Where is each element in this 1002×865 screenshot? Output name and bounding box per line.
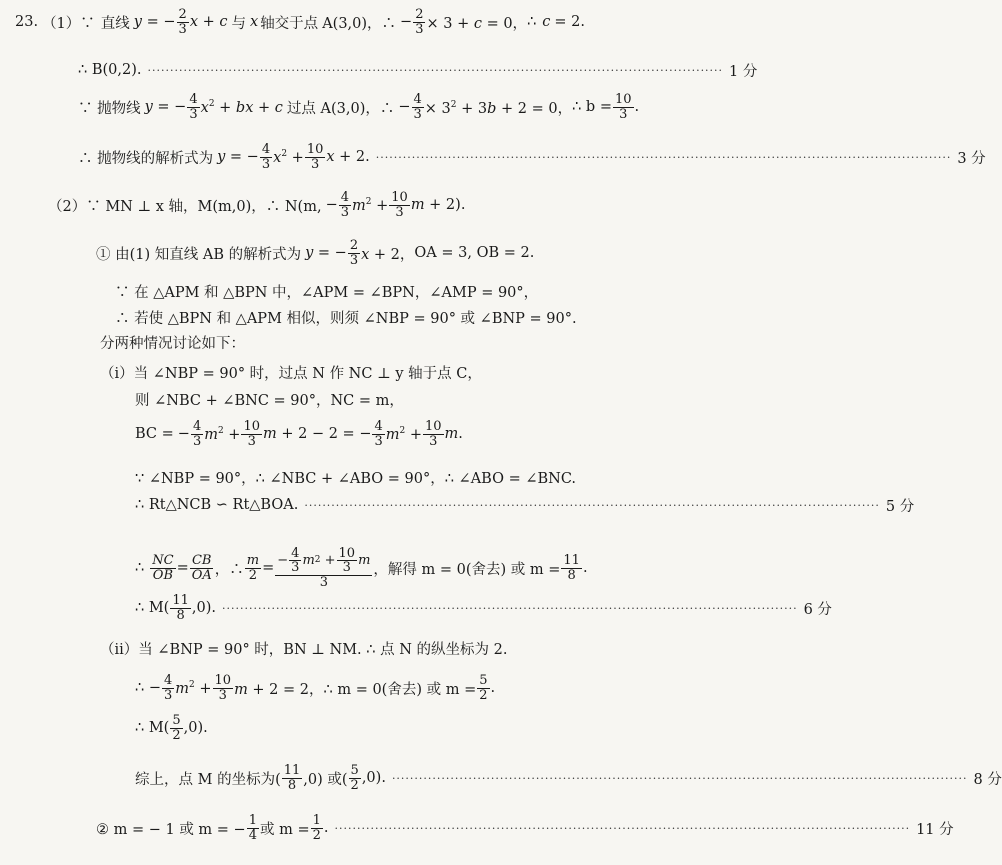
part2-label: （2）∵ MN ⊥ x 轴，M(m,0)，∴ N(m, [48, 198, 322, 215]
frac-1-4: $\frac{1}{4}$ [248, 812, 257, 843]
text: ,0). [191, 600, 216, 616]
score-1: 1 分 [729, 63, 758, 80]
frac-2-3: $\frac{2}{3}$ [415, 6, 424, 37]
frac-4-3: $\frac{4}{3}$ [163, 672, 173, 703]
frac-NC-OB: $\frac{NC}{OB}$ [152, 552, 174, 583]
text: 轴交于点 [260, 15, 319, 32]
text: ∵ 抛物线 [78, 100, 141, 117]
text: ∴ m = 0(舍去) 或 m = [323, 681, 477, 698]
text: ∴ M( [135, 720, 170, 736]
line-ii3 [0, 712, 640, 743]
score-5: 5 分 [885, 498, 915, 515]
line-p1-2 [0, 58, 758, 82]
line-i2 [0, 387, 640, 411]
text: ∵ 在 △APM 和 △BPN 中，∠APM = ∠BPN，∠AMP = 90°， [115, 284, 539, 301]
text: BC = [135, 426, 174, 442]
text: ,0) 或( [303, 771, 348, 788]
score-3: 3 分 [957, 150, 986, 167]
line-c1: ① 由(1) 知直线 AB 的解析式为 y = − $\frac{2}{3}$ x + 2， OA = 3, OB = 2. [96, 237, 535, 268]
text: ∴ B(0,2). [78, 62, 142, 78]
text: A(3,0)，∴ [322, 15, 397, 32]
leader-dots: ································································································································ [334, 821, 911, 835]
text: OA = 3, OB = 2. [414, 245, 535, 261]
text: ② m = − 1 或 m = − [96, 821, 246, 838]
part1-label: （1）∵ [42, 15, 95, 32]
line-i5 [0, 493, 915, 517]
text: （ⅱ）当 ∠BNP = 90° 时，BN ⊥ NM. ∴ 点 N 的纵坐标为 2. [100, 641, 508, 658]
frac-2-3: $\frac{2}{3}$ [349, 237, 359, 268]
leader-dots: ································································································································ [304, 498, 880, 512]
frac-5-2: $\frac{5}{2}$ [479, 672, 488, 703]
frac-10-3: $\frac{10}{3}$ [614, 91, 632, 122]
frac-10-3: $\frac{10}{3}$ [425, 418, 442, 449]
frac-m-2: $\frac{m}{2}$ [246, 552, 260, 583]
text: ∵ ∠NBP = 90°，∴ ∠NBC + ∠ABO = 90°，∴ ∠ABO = ∠BNC. [135, 470, 577, 487]
problem-number: 23. [15, 14, 39, 30]
text: = 2. [554, 14, 586, 30]
frac-11-8: 11 8 [283, 762, 301, 793]
leader-dots: ································································································································ [147, 63, 724, 77]
frac-4-3: 4 3 [291, 545, 300, 576]
frac-CB-OA: $\frac{CB}{OA}$ [191, 552, 212, 583]
line-i4 [0, 465, 640, 489]
frac-4-3: $\frac{4}{3}$ [374, 418, 383, 449]
line-ii4 [0, 762, 1002, 793]
text: 解得 m = 0(舍去) 或 m = [387, 561, 561, 578]
line-i6: ∴ $\frac{NC}{OB}$ = $\frac{CB}{OA}$ ，∴ $\frac{m}{2}$ = − 4 3 m 2 + 10 3 m 3 ， 解得 m = 0(舍去) 或 m = $\frac{11}{8}$ . [135, 545, 588, 590]
score-8: 8 分 [973, 771, 1002, 788]
line-i1 [0, 360, 640, 384]
frac-big: − 4 3 m 2 + 10 3 m 3 [277, 545, 371, 590]
text: ∴ 抛物线的解析式为 [78, 150, 214, 167]
frac-1-2: $\frac{1}{2}$ [312, 812, 321, 843]
line-c3 [0, 305, 640, 329]
text: ∴ 若使 △BPN 和 △APM 相似，则须 ∠NBP = 90° 或 ∠BNP = 90°. [115, 310, 577, 327]
text: 分两种情况讨论如下： [100, 335, 245, 352]
text: 过点 A(3,0)，∴ [286, 100, 395, 117]
text: 综上，点 M 的坐标为( [135, 771, 281, 788]
text: ,0). [361, 770, 386, 786]
score-6: 6 分 [803, 601, 832, 618]
text: （ⅰ）当 ∠NBP = 90° 时，过点 N 作 NC ⊥ y 轴于点 C， [100, 365, 482, 382]
frac-11-8: 11 8 [172, 592, 189, 623]
frac-10-3: 10 3 [338, 545, 356, 576]
frac-4-3: $\frac{4}{3}$ [192, 418, 202, 449]
leader-dots: ································································································································ [391, 771, 968, 785]
frac-10-3: $\frac{10}{3}$ [214, 672, 232, 703]
text: ∴ b = [572, 99, 612, 115]
text: ① 由(1) 知直线 AB 的解析式为 [96, 246, 302, 263]
line-p1-4: ∴ 抛物线的解析式为 y = − $\frac{4}{3}$ $x^2$ + $\frac{10}{3}$ x + 2. ································································································································ 3 分 [78, 141, 986, 172]
leader-dots: ································································································································ [222, 601, 798, 615]
text: 与 [231, 15, 246, 32]
text: ∴ M( [135, 600, 170, 616]
text: ∴ [527, 14, 537, 30]
frac-11-8: $\frac{11}{8}$ [563, 552, 580, 583]
line-c5: ② m = − 1 或 m = − $\frac{1}{4}$ 或 m = $\frac{1}{2}$ . ································································································································ 11 分 [96, 812, 954, 843]
frac-5-2: 5 2 [172, 712, 181, 743]
frac-10-3: $\frac{10}{3}$ [243, 418, 261, 449]
frac-5-2: 5 2 [350, 762, 359, 793]
frac-4-3: $\frac{4}{3}$ [340, 189, 350, 220]
frac-4-3: $\frac{4}{3}$ [189, 91, 198, 122]
frac-4-3: $\frac{4}{3}$ [413, 91, 422, 122]
line-i7 [0, 592, 832, 623]
line-ii2: ∴ − $\frac{4}{3}$ $m^2$ + $\frac{10}{3}$ m + 2 = 2， ∴ m = 0(舍去) 或 m = $\frac{5}{2}$ . [135, 672, 496, 703]
line-i3: BC = − $\frac{4}{3}$ $m^2$ + $\frac{10}{3}$ m + 2 − 2 = − $\frac{4}{3}$ $m^2$ + $\frac{10}{3}$ m. [135, 418, 463, 449]
frac-2-3: $\frac{2}{3}$ [178, 6, 187, 37]
leader-dots: ································································································································ [375, 150, 952, 164]
text: 或 m = [259, 821, 310, 838]
frac-10-3: $\frac{10}{3}$ [306, 141, 324, 172]
line-p1-3: ∵ 抛物线 y = − $\frac{4}{3}$ $x^2$ + bx + c 过点 A(3,0)，∴ − $\frac{4}{3}$ × $3^2 + 3b + 2 = 0$， ∴ b = $\frac{10}{3}$ . [78, 91, 640, 122]
line-p1-1: 23. （1）∵ 直线 y = − $\frac{2}{3}$ x + c 与 x 轴交于点 A(3,0)，∴ − $\frac{2}{3}$ × 3 + c = 0， ∴ c = 2. [15, 6, 586, 37]
line-p2-1: （2）∵ MN ⊥ x 轴，M(m,0)，∴ N(m, − $\frac{4}{3}$ $m^2$ + $\frac{10}{3}$ m + 2). [48, 189, 466, 220]
line-c2 [0, 279, 640, 303]
line-c4 [0, 330, 640, 354]
frac-10-3: $\frac{10}{3}$ [391, 189, 408, 220]
text: 直线 [100, 15, 130, 32]
score-11: 11 分 [916, 821, 954, 838]
text: 则 ∠NBC + ∠BNC = 90°，NC = m， [135, 392, 404, 409]
text: ∴ Rt△NCB ∽ Rt△BOA. [135, 497, 299, 513]
frac-4-3: $\frac{4}{3}$ [261, 141, 271, 172]
line-ii1 [0, 636, 640, 660]
text: ,0). [183, 720, 208, 736]
